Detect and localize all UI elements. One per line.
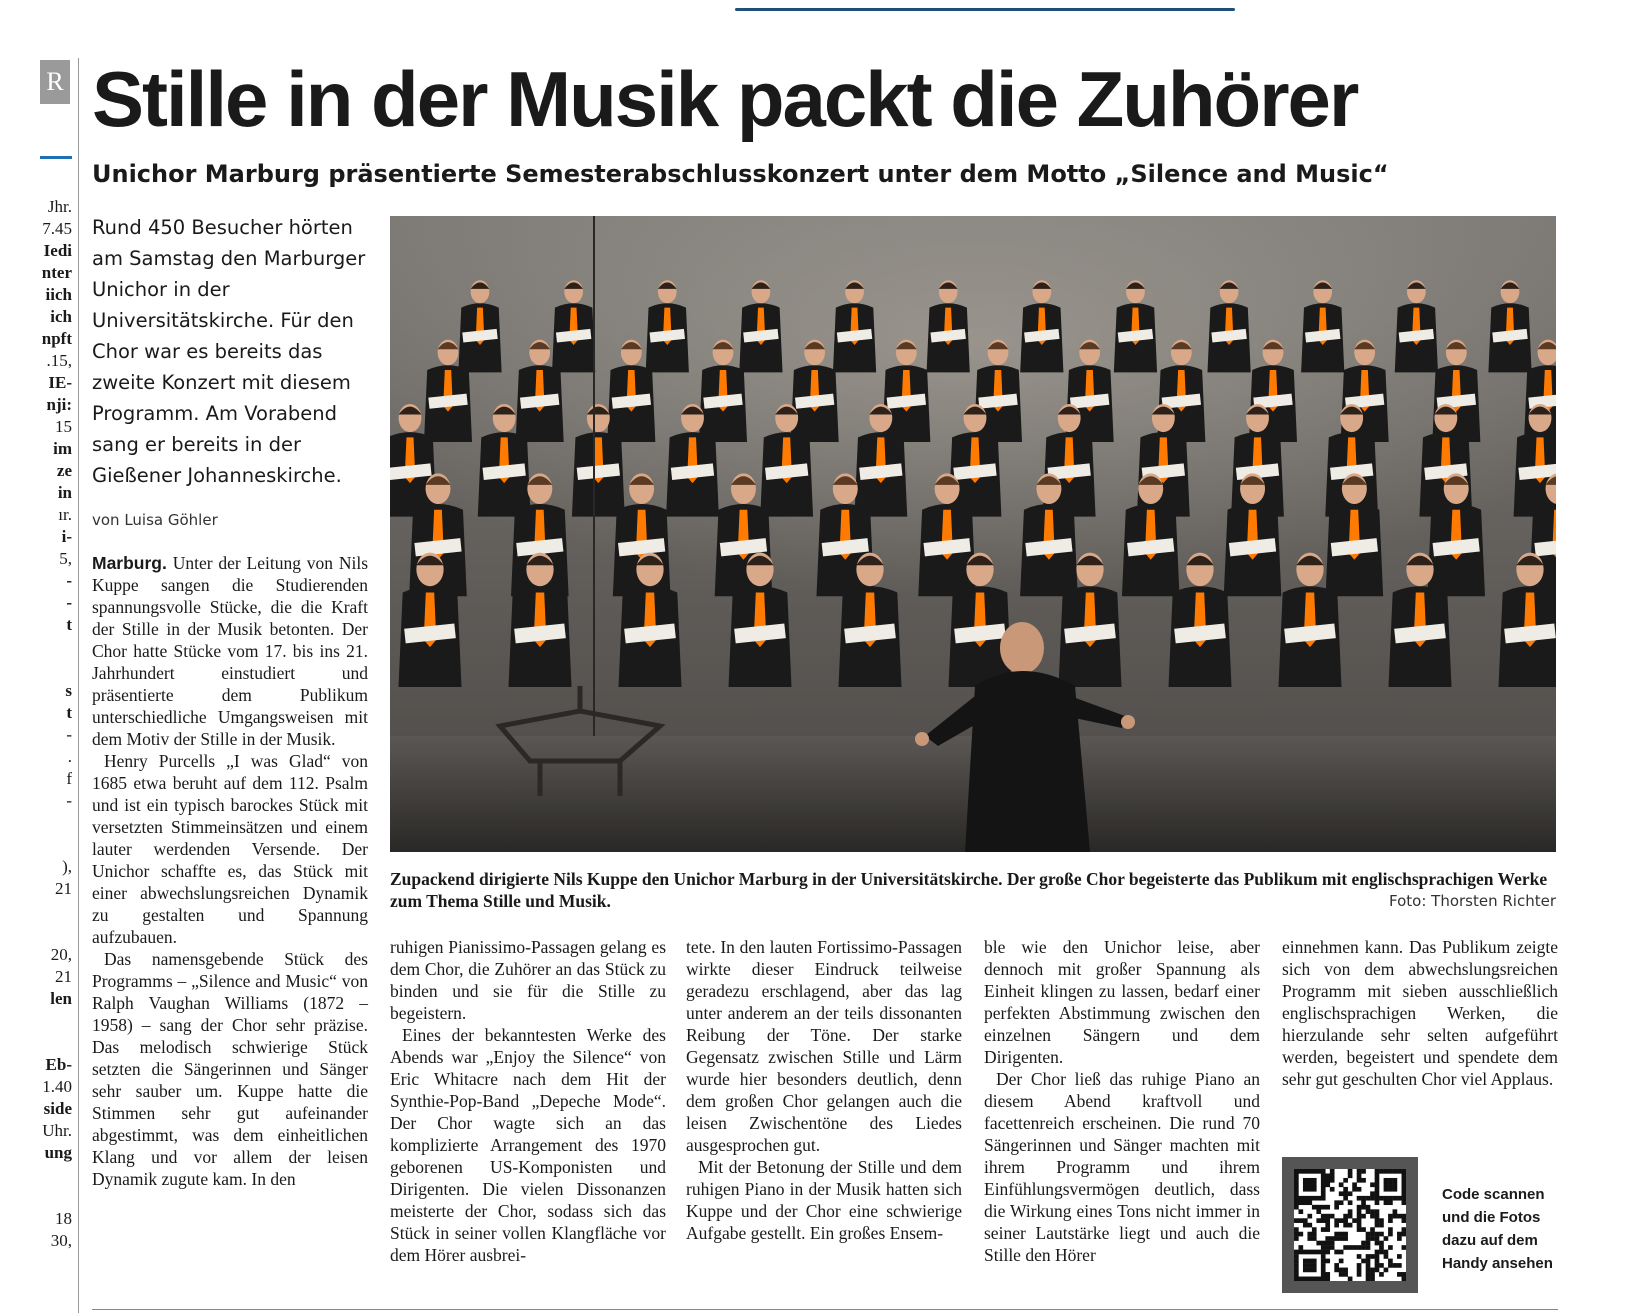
adjacent-text-fragment: 21 xyxy=(55,879,72,898)
adjacent-text-fragment: t xyxy=(66,615,72,634)
adjacent-text-fragment: Eb- xyxy=(45,1055,72,1074)
adjacent-text-fragment xyxy=(0,900,72,922)
adjacent-text-fragment: 5, xyxy=(59,549,72,568)
article-column-4 xyxy=(984,936,1260,1266)
adjacent-text-fragment: iich xyxy=(45,285,72,304)
top-accent-line xyxy=(735,8,1235,11)
adjacent-text-fragment: 18 xyxy=(55,1209,72,1228)
adjacent-text-fragment: 30, xyxy=(50,1231,72,1250)
adjacent-text-fragment: t xyxy=(66,703,72,722)
article-paragraph: Eines der bekanntesten Werke des Abends war „Enjoy the Silence“ von Eric Whitacre nach dem Hit der Synthie-Pop-Band „Depeche Mode“. Der Chor wagte sich an das komplizierte Arrangement des 1970 geborenen US-Komponisten und Dirigenten. Die vielen Dissonanzen meisterte der Chor, sodass sich das Stück in seiner vollen Klangfläche vor dem Hörer ausbrei- xyxy=(390,1025,666,1265)
article-paragraph: tete. In den lauten Fortissimo-Passagen wirkte dieser Eindruck teilweise geradezu erschlagend, aber das lag unter anderem an der teils dissonanten Reibung der Töne. Der starke Gegensatz zwischen Stille und Lärm wurde hier besonders deutlich, denn dem großen Chor gelangen auch die leisen Zwischentöne des Liedes ausgesprochen gut. xyxy=(686,937,962,1155)
adjacent-text-fragment: .15, xyxy=(46,351,72,370)
bottom-rule xyxy=(92,1309,1558,1310)
adjacent-text-fragment: Uhr. xyxy=(42,1121,72,1140)
adjacent-text-fragment: ich xyxy=(50,307,72,326)
paragraph-text: Unter der Leitung von Nils Kuppe sangen die Studierenden spannungsvolle Stücke, die die Kraft der Stille in der Musik betonten. Der Chor hatte Stücke vom 17. bis ins 21. Jahrhundert einstudiert und präsentierte dem Publikum unterschiedliche Umgangsweisen mit dem Motiv der Stille in der Musik. xyxy=(92,553,369,749)
adjacent-text-fragment: im xyxy=(53,439,72,458)
adjacent-text-fragment: ), xyxy=(62,857,72,876)
article-headline: Stille in der Musik packt die Zuhörer xyxy=(92,55,1358,143)
adjacent-text-fragment xyxy=(0,636,72,658)
section-letter-box: R xyxy=(40,60,70,104)
adjacent-text-fragment: f xyxy=(66,769,72,788)
article-paragraph: Das namensgebende Stück des Programms – „Silence and Music“ von Ralph Vaughan Williams (1872 – 1958) – sang der Chor sehr präzise. Das melodisch schwierige Stück setzten die Sängerinnen und Sänger sehr sauber um. Kuppe hatte die Stimmen sehr gut aufeinander abgestimmt, was dem einheitlichen Klang und vor allem der leisen Dynamik zugute kam. In den xyxy=(92,949,368,1189)
adjacent-text-fragment: ır. xyxy=(58,505,72,524)
adjacent-text-fragment: in xyxy=(57,483,72,502)
concert-photo xyxy=(390,216,1556,852)
adjacent-text-fragment: 20, xyxy=(50,945,72,964)
adjacent-text-fragment: - xyxy=(66,725,72,744)
adjacent-text-fragment: Iedi xyxy=(43,241,72,260)
article-paragraph xyxy=(92,552,368,750)
adjacent-text-fragment xyxy=(0,1010,72,1032)
adjacent-text-fragment: npft xyxy=(41,329,72,348)
adjacent-column-strip xyxy=(0,0,80,1316)
dateline: Marburg. xyxy=(92,553,167,573)
photo-caption: Zupackend dirigierte Nils Kuppe den Unichor Marburg in der Universitätskirche. Der große Chor begeisterte das Publikum mit englischsprachigen Werke zum Thema Stille und Musik. xyxy=(390,869,1548,911)
adjacent-text-fragment xyxy=(0,1164,72,1186)
adjacent-text-fragment: - xyxy=(66,571,72,590)
photo-credit: Foto: Thorsten Richter xyxy=(1389,892,1556,910)
adjacent-text-fragment: - xyxy=(66,791,72,810)
adjacent-text-fragment: len xyxy=(50,989,72,1008)
adjacent-text-fragment: i- xyxy=(61,527,72,546)
column-divider xyxy=(78,58,79,1313)
adjacent-text-fragment: IE- xyxy=(48,373,72,392)
article-subheadline: Unichor Marburg präsentierte Semesterabschlusskonzert unter dem Motto „Silence and Music“ xyxy=(92,160,1389,188)
adjacent-text-fragment: . xyxy=(67,747,72,766)
article-paragraph: Mit der Betonung der Stille und dem ruhigen Piano in der Musik hatten sich Kuppe und der Chor eine schwierige Aufgabe gestellt. Ein großes Ensem- xyxy=(686,1157,962,1243)
adjacent-text-fragment xyxy=(0,1032,72,1054)
section-accent-rule xyxy=(40,156,72,159)
article-paragraph: ble wie den Unichor leise, aber dennoch mit großer Spannung als Einheit klingen zu lassen, bedarf einer perfekten Abstimmung zwischen den einzelnen Sängern und dem Dirigenten. xyxy=(984,937,1260,1067)
article-column-2 xyxy=(390,936,666,1266)
adjacent-text-fragment: nji: xyxy=(46,395,72,414)
adjacent-text-fragment xyxy=(0,812,72,834)
article-column-5 xyxy=(1282,936,1558,1090)
adjacent-text-fragment: ze xyxy=(56,461,72,480)
adjacent-text-fragment xyxy=(0,1186,72,1208)
adjacent-text-fragment: side xyxy=(43,1099,72,1118)
adjacent-text-fragment: ung xyxy=(44,1143,72,1162)
adjacent-text-fragment: - xyxy=(66,593,72,612)
article-paragraph: Der Chor ließ das ruhige Piano an diesem Abend kraftvoll und facettenreich erscheinen. Die rund 70 Sängerinnen und Sänger machten mit ihrem Programm und ihrem Einfühlungsvermögen deutlich, dass die Wirkung eines Tons nicht immer in seiner Lautstärke liegt und auch die Stille den Hörer xyxy=(984,1069,1260,1265)
article-paragraph: Henry Purcells „I was Glad“ von 1685 etwa beruht auf dem 112. Psalm und ist ein typisch barockes Stück mit versetzten Stimmeinsätzen und einem lauter werdenden Versende. Der Unichor schaffte es, das Stück mit einer abwechslungsreichen Dynamik zu gestalten und Spannung aufzubauen. xyxy=(92,751,368,947)
qr-frame xyxy=(1282,1157,1418,1293)
article-paragraph: ruhigen Pianissimo-Passagen gelang es dem Chor, die Zuhörer an das Stück zu binden und sie für die Stille zu begeistern. xyxy=(390,937,666,1023)
adjacent-text-fragment: nter xyxy=(41,263,72,282)
article-column-3 xyxy=(686,936,962,1244)
article-paragraph: einnehmen kann. Das Publikum zeigte sich von dem abwechslungsreichen Programm mit sieben ausschließlich englischsprachigen Werken, die hierzulande sehr selten aufgeführt werden, begeistert und spendete dem sehr gut geschulten Chor viel Applaus. xyxy=(1282,937,1558,1089)
adjacent-text-fragment: 7.45 xyxy=(42,219,72,238)
choir-photo-illustration xyxy=(390,216,1556,852)
adjacent-column-fragments xyxy=(0,196,72,1252)
adjacent-text-fragment: 21 xyxy=(55,967,72,986)
qr-code-icon[interactable] xyxy=(1294,1169,1406,1281)
adjacent-text-fragment xyxy=(0,834,72,856)
adjacent-text-fragment xyxy=(0,658,72,680)
qr-promo xyxy=(1282,1157,1558,1293)
qr-instructions: Code scannen und die Fotos dazu auf dem Handy ansehen xyxy=(1442,1186,1553,1272)
adjacent-text-fragment xyxy=(0,922,72,944)
article-column-1 xyxy=(92,552,368,1190)
adjacent-text-fragment: 1.40 xyxy=(42,1077,72,1096)
adjacent-text-fragment: Jhr. xyxy=(47,197,72,216)
adjacent-text-fragment: 15 xyxy=(55,417,72,436)
article-intro: Rund 450 Besucher hörten am Samstag den Marburger Unichor in der Universitätskirche. Für den Chor war es bereits das zweite Konzert mit diesem Programm. Am Vorabend sang er bereits in der Gießener Johanneskirche. xyxy=(92,216,366,487)
adjacent-text-fragment: s xyxy=(65,681,72,700)
article-byline: von Luisa Göhler xyxy=(92,511,218,529)
